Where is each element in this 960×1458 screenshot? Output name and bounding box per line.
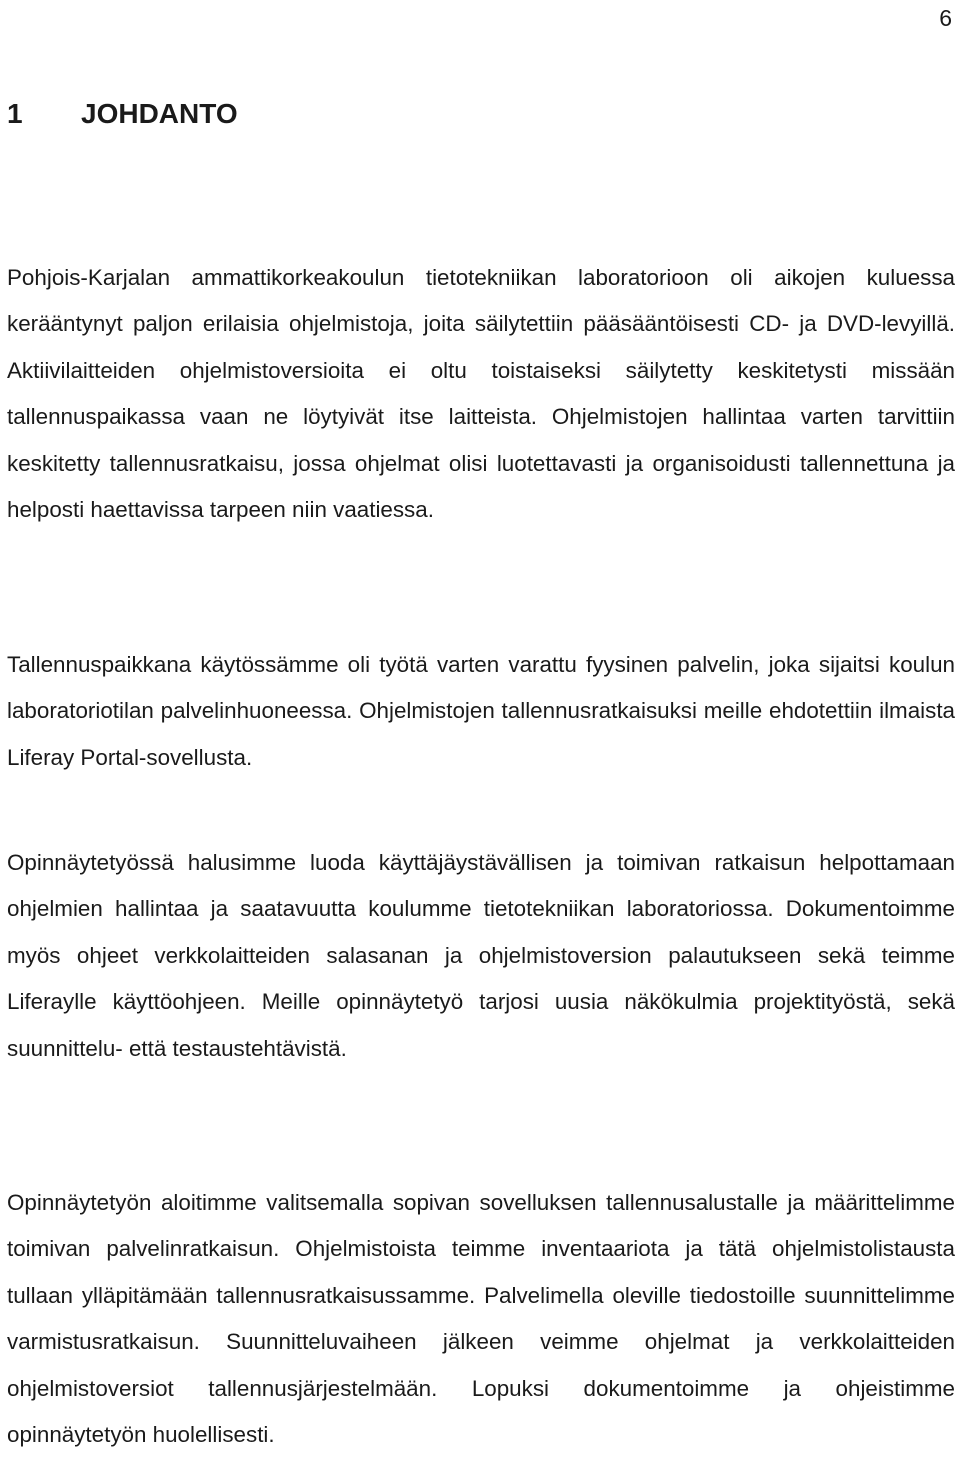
paragraph-4: Opinnäytetyön aloitimme valitsemalla sopivan sovelluksen tallennusalustalle ja määrittelimme toimivan palvelinratkaisun. Ohjelmistoista teimme inventaariota ja tätä ohjelmistolistausta tullaan ylläpitämään tallennusratkaisussamme. Palvelimella oleville tiedostoille suunnittelimme varmistusratkaisun. Suunnitteluvaiheen jälkeen veimme ohjelmat ja verkkolaitteiden ohjelmistoversiot tallennusjärjestelmään. Lopuksi dokumentoimme ja ohjeistimme opinnäytetyön huolellisesti. — [7, 1190, 955, 1448]
page-number: 6 — [939, 5, 952, 31]
chapter-heading — [7, 96, 238, 132]
chapter-number: 1 — [7, 98, 23, 129]
chapter-title: JOHDANTO — [81, 98, 238, 129]
paragraph-1: Pohjois-Karjalan ammattikorkeakoulun tietotekniikan laboratorioon oli aikojen kuluessa kerääntynyt paljon erilaisia ohjelmistoja, joita säilytettiin pääsääntöisesti CD- ja DVD-levyillä. Aktiivilaitteiden ohjelmistoversioita ei oltu toistaiseksi säilytetty keskitetysti missään tallennuspaikassa vaan ne löytyivät itse laitteista. Ohjelmistojen hallintaa varten tarvittiin keskitetty tallennusratkaisu, jossa ohjelmat olisi luotettavasti ja organisoidusti tallennettuna ja helposti haettavissa tarpeen niin vaatiessa. — [7, 265, 955, 523]
paragraph-3: Opinnäytetyössä halusimme luoda käyttäjäystävällisen ja toimivan ratkaisun helpottamaan ohjelmien hallintaa ja saatavuutta koulumme tietotekniikan laboratoriossa. Dokumentoimme myös ohjeet verkkolaitteiden salasanan ja ohjelmistoversion palautukseen sekä teimme Liferaylle käyttöohjeen. Meille opinnäytetyö tarjosi uusia näkökulmia projektityöstä, sekä suunnittelu- että testaustehtävistä. — [7, 850, 955, 1061]
paragraph-2: Tallennuspaikkana käytössämme oli työtä varten varattu fyysinen palvelin, joka sijaitsi koulun laboratoriotilan palvelinhuoneessa. Ohjelmistojen tallennusratkaisuksi meille ehdotettiin ilmaista Liferay Portal-sovellusta. — [7, 652, 955, 770]
